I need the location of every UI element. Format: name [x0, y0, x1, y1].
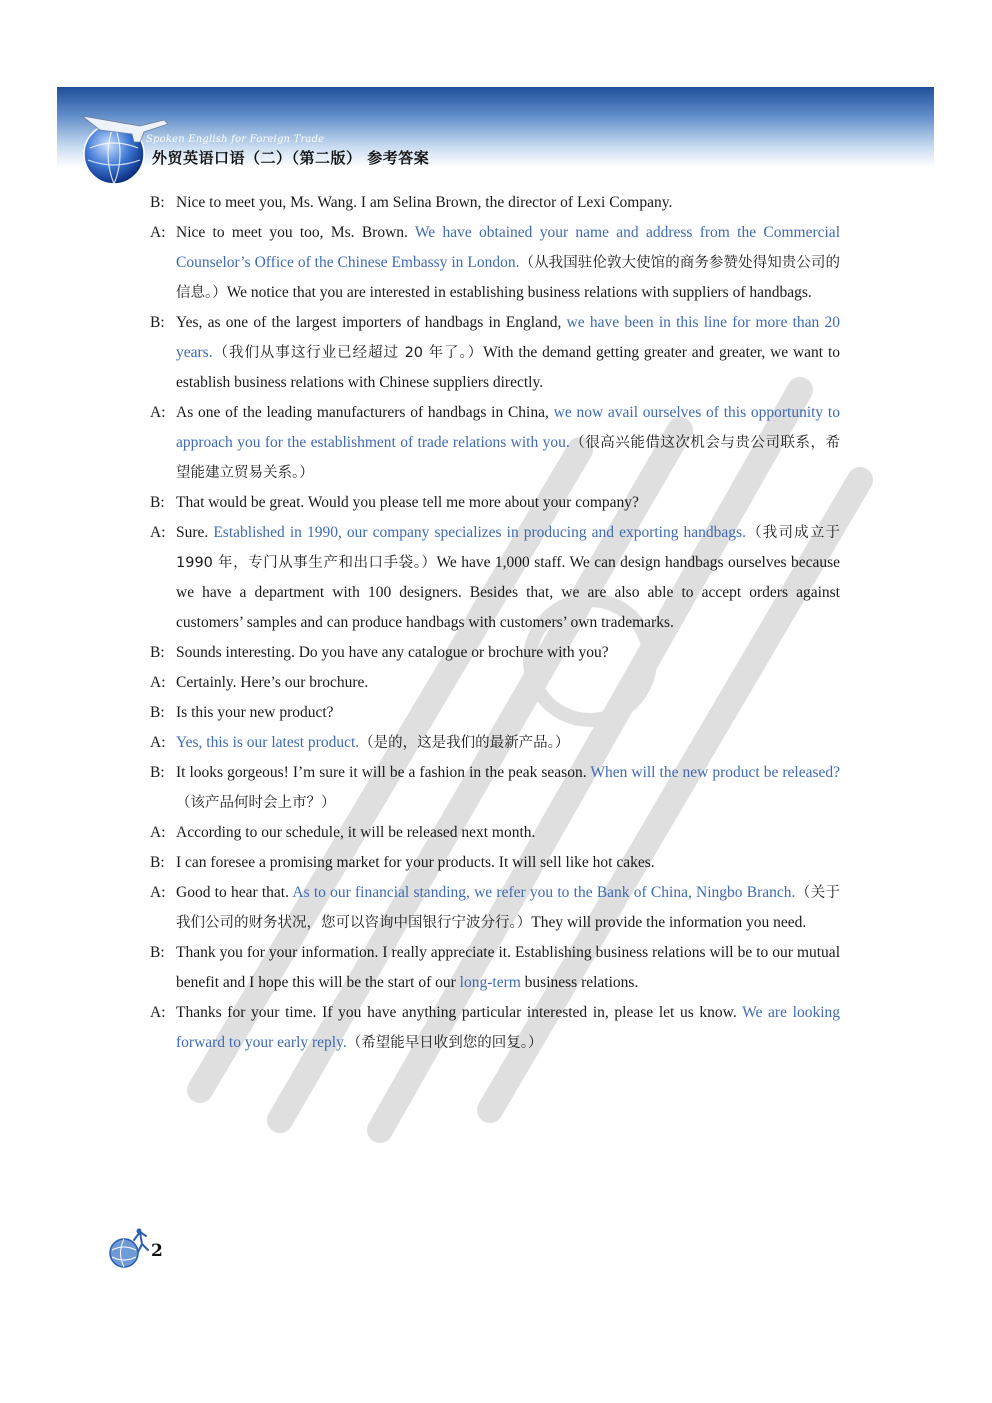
speaker-label: A: — [150, 404, 166, 421]
dialogue-turn — [150, 668, 840, 698]
turn-text — [176, 938, 840, 998]
speaker-label: A: — [150, 884, 166, 901]
dialogue-turn — [150, 998, 840, 1058]
chinese-translation: （从我国驻伦敦大使馆的商务参赞处得知贵公司的信息。） — [176, 255, 840, 301]
sentence: That would be great. Would you please tell me more about your company? — [176, 494, 639, 511]
sentence: As one of the leading manufacturers of handbags in China, — [176, 404, 554, 421]
key-sentence: we now avail ourselves of this opportunity to approach you for the establishment of trade relations with you. — [176, 404, 840, 451]
speaker-label: A: — [150, 524, 166, 541]
sentence: Certainly. Here’s our brochure. — [176, 674, 369, 691]
turn-text — [176, 998, 840, 1058]
turn-text — [176, 818, 840, 848]
sentence: According to our schedule, it will be released next month. — [176, 824, 536, 841]
series-title: Spoken English for Foreign Trade — [146, 134, 325, 145]
speaker-label: A: — [150, 824, 166, 841]
speaker-label: B: — [150, 764, 165, 781]
speaker-label: A: — [150, 1004, 166, 1021]
dialogue — [150, 188, 840, 1058]
dialogue-turn — [150, 818, 840, 848]
dialogue-turn — [150, 398, 840, 488]
sentence: We have 1,000 staff. We can design handbags ourselves because we have a department with 100 designers. Besides that, we are also able to accept orders against customers’ samples and can produce handbags with customers’ own trademarks. — [176, 554, 840, 631]
speaker-label: B: — [150, 494, 165, 511]
key-sentence: When will the new product be released? — [590, 764, 840, 781]
sentence: Yes, as one of the largest importers of handbags in England, — [176, 314, 567, 331]
turn-text — [176, 638, 840, 668]
page-number: 2 — [151, 1241, 163, 1261]
key-sentence: Yes, this is our latest product. — [176, 734, 360, 751]
sentence: Nice to meet you, Ms. Wang. I am Selina Brown, the director of Lexi Company. — [176, 194, 673, 211]
turn-text — [176, 308, 840, 398]
dialogue-turn — [150, 638, 840, 668]
key-sentence: long-term — [459, 974, 521, 991]
turn-text — [176, 218, 840, 308]
turn-text — [176, 188, 840, 218]
sentence: business relations. — [520, 974, 639, 991]
speaker-label: B: — [150, 854, 165, 871]
dialogue-turn — [150, 878, 840, 938]
dialogue-turn — [150, 518, 840, 638]
dialogue-turn — [150, 218, 840, 308]
chinese-translation: （该产品何时会上市？） — [176, 795, 336, 811]
speaker-label: B: — [150, 944, 165, 961]
turn-text — [176, 398, 840, 488]
sentence: Nice to meet you too, Ms. Brown. — [176, 224, 415, 241]
turn-text — [176, 848, 840, 878]
dialogue-turn — [150, 848, 840, 878]
turn-text — [176, 758, 840, 818]
dialogue-turn — [150, 728, 840, 758]
book-title: 外贸英语口语（二）（第二版） 参考答案 — [152, 149, 430, 167]
dialogue-turn — [150, 938, 840, 998]
turn-text — [176, 518, 840, 638]
sentence: Sounds interesting. Do you have any catalogue or brochure with you? — [176, 644, 609, 661]
key-sentence: we have been in this line for more than 20 years. — [176, 314, 840, 361]
sentence: Thanks for your time. If you have anything particular interested in, please let us know. — [176, 1004, 743, 1021]
sentence: Is this your new product? — [176, 704, 334, 721]
sentence: Sure. — [176, 524, 214, 541]
speaker-label: B: — [150, 314, 165, 331]
turn-text — [176, 488, 840, 518]
speaker-label: B: — [150, 644, 165, 661]
key-sentence: We have obtained your name and address from the Commercial Counselor’s Office of the Chinese Embassy in London. — [176, 224, 840, 271]
key-sentence: As to our financial standing, we refer you to the Bank of China, Ningbo Branch. — [292, 884, 796, 901]
turn-text — [176, 728, 840, 758]
speaker-label: A: — [150, 674, 166, 691]
chinese-translation: （关于我们公司的财务状况，您可以咨询中国银行宁波分行。） — [176, 885, 840, 931]
dialogue-turn — [150, 188, 840, 218]
chinese-translation: （是的，这是我们的最新产品。） — [359, 735, 570, 751]
sentence: Good to hear that. — [176, 884, 293, 901]
dialogue-turn — [150, 488, 840, 518]
chinese-translation: （很高兴能借这次机会与贵公司联系，希望能建立贸易关系。） — [176, 435, 840, 481]
chinese-translation: （我司成立于 1990 年，专门从事生产和出口手袋。） — [176, 525, 841, 571]
key-sentence: Established in 1990, our company specializes in producing and exporting handbags. — [213, 524, 746, 541]
sentence: With the demand getting greater and greater, we want to establish business relations with Chinese suppliers directly. — [176, 344, 841, 391]
sentence: I can foresee a promising market for your products. It will sell like hot cakes. — [176, 854, 655, 871]
sentence: We notice that you are interested in establishing business relations with suppliers of handbags. — [226, 284, 812, 301]
turn-text — [176, 698, 840, 728]
dialogue-turn — [150, 758, 840, 818]
sentence: They will provide the information you need. — [531, 914, 807, 931]
sentence: Thank you for your information. I really appreciate it. Establishing business relations will be to our mutual benefit and I hope this will be the start of our — [176, 944, 840, 991]
turn-text — [176, 668, 840, 698]
key-sentence: We are looking forward to your early reply. — [176, 1004, 840, 1051]
chinese-translation: （我们从事这行业已经超过 20 年了。） — [212, 345, 484, 361]
chinese-translation: （希望能早日收到您的回复。） — [346, 1035, 543, 1051]
footer-globe-logo — [104, 1228, 150, 1270]
dialogue-turn — [150, 308, 840, 398]
dialogue-turn — [150, 698, 840, 728]
speaker-label: B: — [150, 194, 165, 211]
speaker-label: B: — [150, 704, 165, 721]
speaker-label: A: — [150, 734, 166, 751]
turn-text — [176, 878, 840, 938]
speaker-label: A: — [150, 224, 166, 241]
sentence: It looks gorgeous! I’m sure it will be a fashion in the peak season. — [176, 764, 591, 781]
